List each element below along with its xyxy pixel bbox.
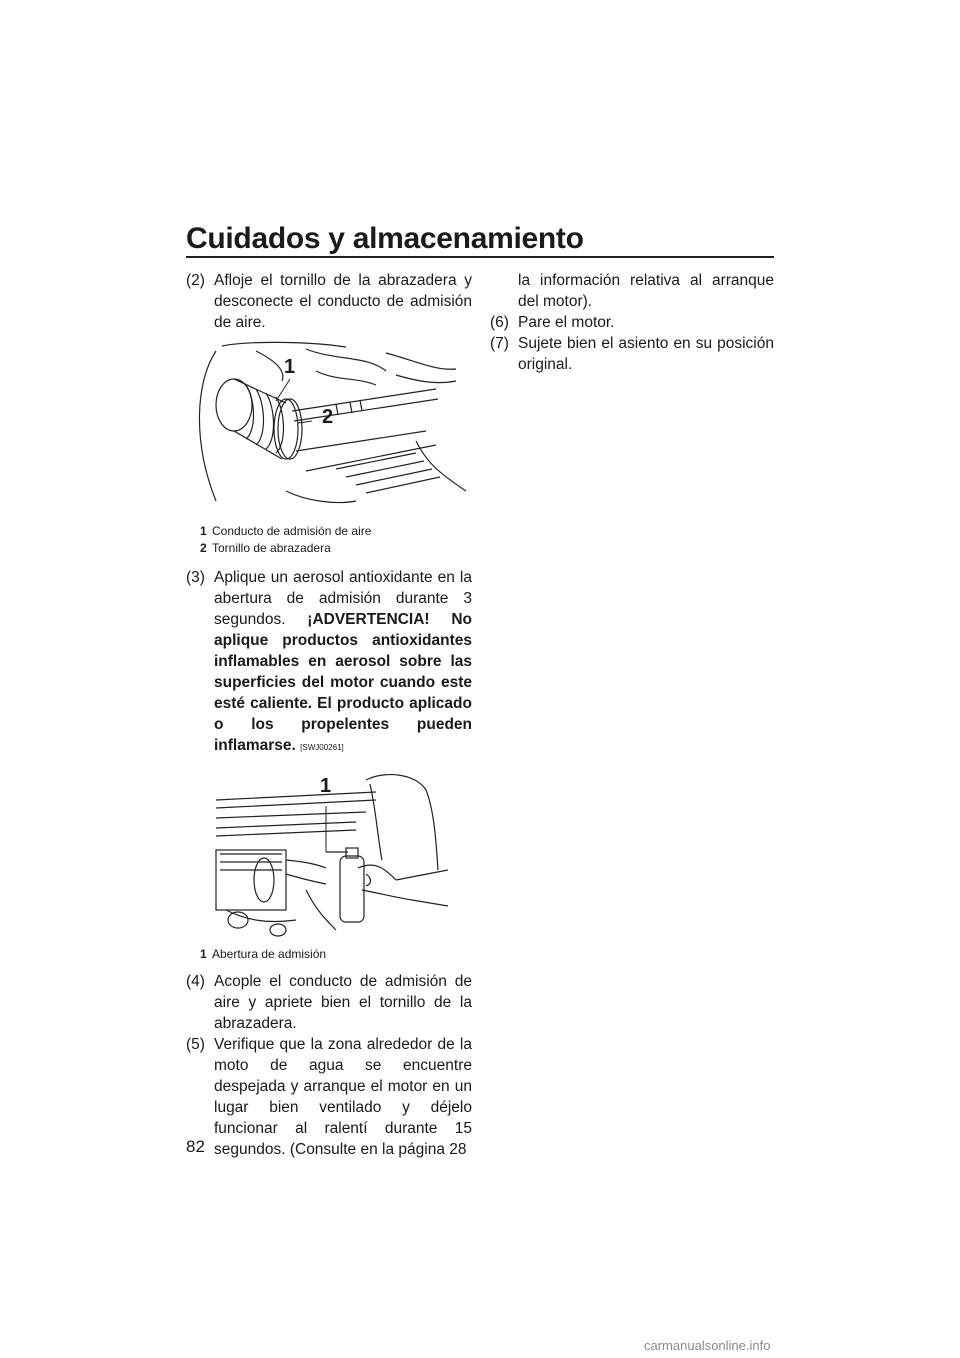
step-text: Verifique que la zona alrededor de la moto de agua se encuentre despejada y arranque el motor en un lugar bien ventilado y déjelo funcionar al ralentí durante 15 segundos. (Consulte en la página 28 [214,1036,472,1158]
caption-row [186,523,472,540]
step-3 [186,567,472,758]
figure1-captions [186,523,472,557]
header-rule [186,256,774,258]
step-number: (7) [490,335,509,352]
step-number: (6) [490,314,509,331]
warning-code: [SWJ00261] [300,743,344,752]
step-number: (5) [186,1036,205,1053]
callout-1: 1 [284,356,296,378]
step-text: Afloje el tornillo de la abrazadera y desconecte el conducto de admisión de aire. [214,272,472,331]
caption-row [186,946,472,963]
figure2-captions [186,946,472,963]
step-2 [186,270,472,333]
step-5-continued [490,270,774,312]
step-text: la información relativa al arranque del motor). [518,272,774,310]
caption-number: 1 [200,947,207,961]
step-6 [490,312,774,333]
caption-text: Tornillo de abrazadera [212,541,331,555]
caption-text: Abertura de admisión [212,947,327,961]
step-7 [490,333,774,375]
step-5 [186,1034,472,1160]
left-column [186,270,472,1160]
callout-1: 1 [320,775,332,797]
step-text: Acople el conducto de admisión de aire y apriete bien el tornillo de la abrazadera. [214,973,472,1032]
figure-air-intake-duct [186,341,472,511]
step-text: Aplique un aerosol antioxidante en la abertura de admisión durante 3 segundos. [214,569,472,628]
page-number: 82 [186,1137,205,1156]
step-number: (3) [186,569,205,586]
right-column [490,270,774,375]
watermark[interactable]: carmanualsonline.info [644,1338,771,1353]
figure-intake-opening [186,770,472,940]
caption-text: Conducto de admisión de aire [212,524,372,538]
caption-number: 1 [200,524,207,538]
step-4 [186,971,472,1034]
step-number: (2) [186,272,205,289]
callout-2: 2 [322,406,334,428]
step-number: (4) [186,973,205,990]
caption-number: 2 [200,541,207,555]
step-text: Sujete bien el asiento en su posición original. [518,335,774,373]
step-text: Pare el motor. [518,314,615,331]
page-title: Cuidados y almacenamiento [186,222,584,255]
caption-row [186,540,472,557]
warning-text: ¡ADVERTENCIA! No aplique productos antioxidantes inflamables en aerosol sobre las superficies del motor cuando este esté caliente. El producto aplicado o los propelentes pueden inflamarse. [214,611,472,754]
